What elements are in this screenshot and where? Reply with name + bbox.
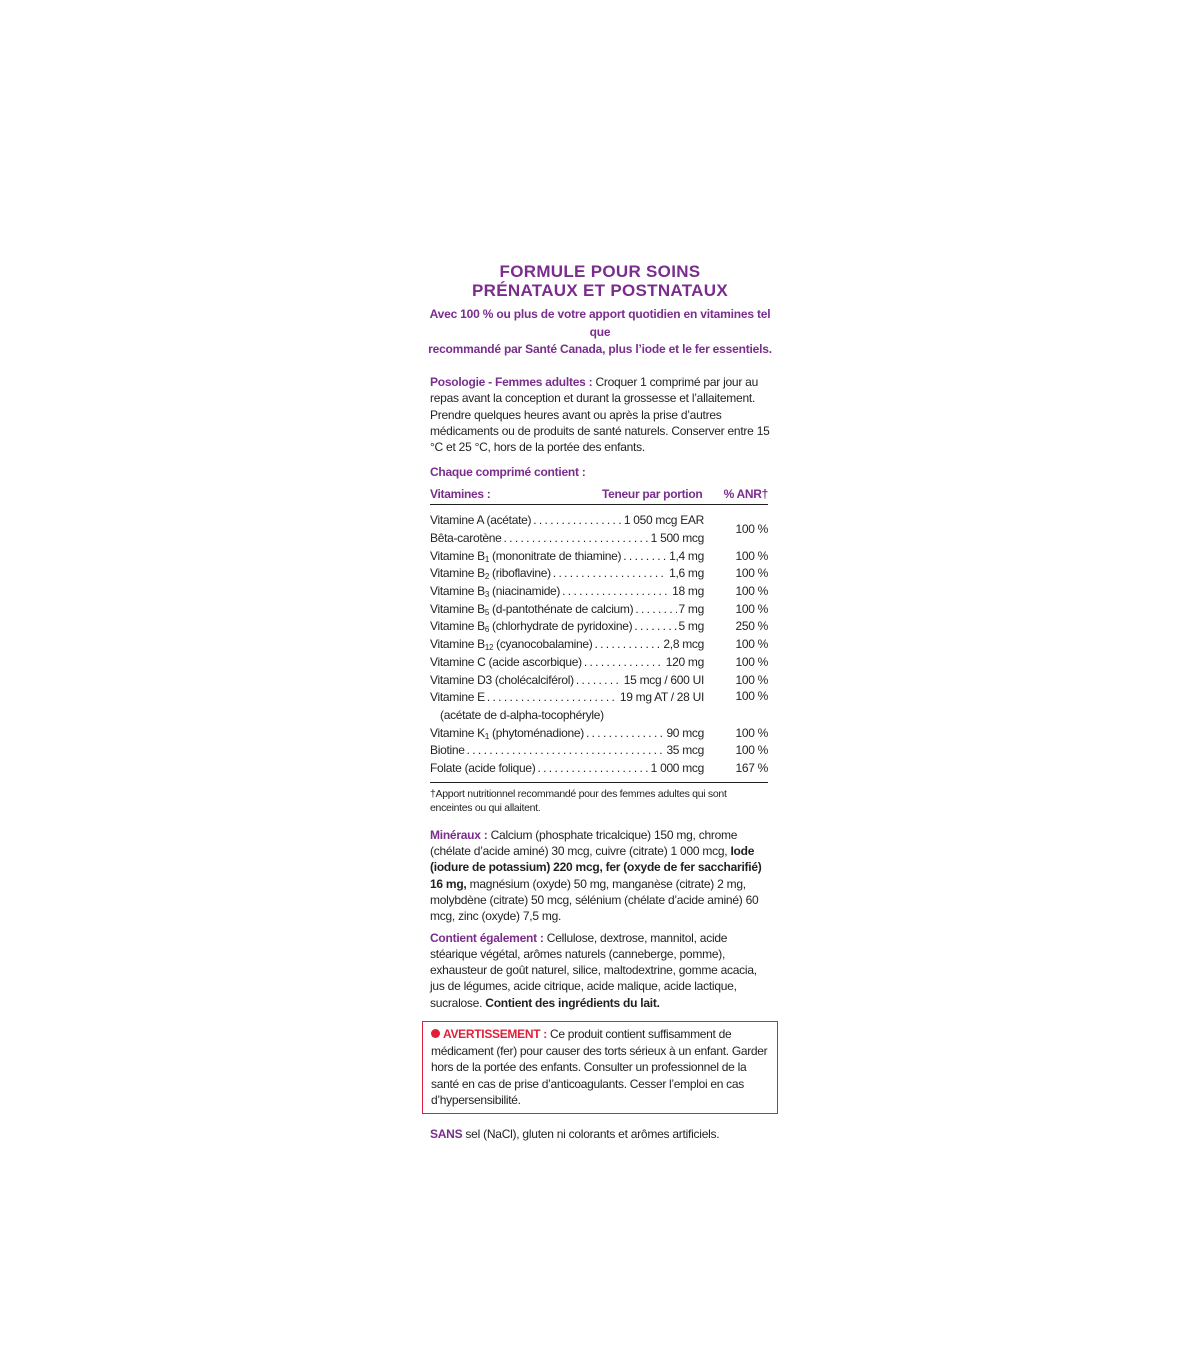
leader-dots — [586, 726, 665, 740]
nutrient-rda: 100 % — [735, 566, 768, 581]
col-amount: Teneur par portion — [602, 487, 703, 502]
nutrient-line — [430, 741, 704, 759]
nutrient-rda: 100 % — [735, 743, 768, 758]
nutrient-amount: 90 mcg — [666, 725, 704, 740]
table-row — [430, 671, 768, 689]
minerals-text-2: magnésium (oxyde) 50 mg, manganèse (citrate) 2 mg, molybdène (citrate) 50 mcg, sélénium (chélate d’acide aminé) 60 mcg, zinc (oxyde) 7,5 mg. — [430, 876, 759, 924]
nutrient-amount: 1,6 mg — [669, 566, 704, 581]
nutrient-name: Vitamine $B_6$ (chlorhydrate de pyridoxine) — [430, 619, 633, 635]
nutrient-name: Vitamine $B_5$ (d-pantothénate de calcium) — [430, 601, 634, 617]
nutrient-line — [430, 529, 704, 547]
table-row — [430, 511, 768, 546]
col-rda: % ANR† — [723, 487, 768, 502]
nutrient-rda: 100 % — [735, 522, 768, 537]
col-vitamins: Vitamines : — [430, 487, 491, 502]
product-title — [420, 262, 780, 300]
product-subtitle — [420, 305, 780, 358]
table-row — [430, 741, 768, 759]
dosage-text: Croquer 1 comprimé par jour au repas avant la conception et durant la grossesse et l’allaitement. Prendre quelques heures avant ou après la prise d’autres médicaments ou de produits de santé naturels. Conserver entre 15 °C et 25 °C, hors de la portée des enfants. — [430, 375, 770, 455]
nutrient-amount: 18 mg — [672, 584, 704, 599]
nutrient-line — [430, 759, 704, 777]
leader-dots — [635, 602, 676, 616]
leader-dots — [537, 761, 648, 775]
nutrient-name: Folate (acide folique) — [430, 760, 536, 775]
table-row — [430, 582, 768, 600]
leader-dots — [634, 619, 676, 633]
minerals-section — [420, 827, 780, 925]
nutrient-line — [430, 688, 704, 706]
nutrient-rda: 100 % — [735, 689, 768, 704]
nutrient-name: Vitamine $B_1$ (mononitrate de thiamine) — [430, 548, 622, 564]
nutrient-amount: 35 mcg — [666, 743, 704, 758]
title-line-1: FORMULE POUR SOINS — [499, 262, 701, 281]
contains-heading: Chaque comprimé contient : — [430, 465, 586, 480]
vitamin-table-header — [430, 487, 768, 505]
nutrient-line — [430, 706, 704, 724]
nutrient-line — [430, 635, 704, 653]
leader-dots — [487, 690, 618, 704]
nutrient-name: Vitamine C (acide ascorbique) — [430, 654, 582, 669]
table-row — [430, 724, 768, 742]
nutrient-name: (acétate de d-alpha-tocophéryle) — [440, 707, 604, 722]
nutrient-line — [430, 724, 704, 742]
nutrient-rda: 167 % — [735, 760, 768, 775]
nutrient-name: Bêta-carotène — [430, 531, 502, 546]
nutrient-rda: 100 % — [735, 654, 768, 669]
nutrient-rda: 100 % — [735, 584, 768, 599]
nutrient-rda: 100 % — [735, 601, 768, 616]
table-row — [430, 688, 768, 723]
table-row — [430, 565, 768, 583]
free-from-label: SANS — [430, 1126, 463, 1141]
free-from-text: sel (NaCl), gluten ni colorants et arômes artificiels. — [462, 1126, 720, 1141]
warning-label: AVERTISSEMENT : — [443, 1027, 547, 1042]
also-contains-text: Cellulose, dextrose, mannitol, acide stéarique végétal, arômes naturels (canneberge, pomme), exhausteur de goût naturel, silice, maltodextrine, gomme acacia, jus de légumes, acide citrique, acide malique, acide lactique, sucralose. — [430, 930, 757, 1010]
nutrient-amount: 1,4 mg — [669, 548, 704, 563]
warning-text: Ce produit contient suffisamment de médicament (fer) pour causer des torts sérieux à un enfant. Garder hors de la portée des enfants. Consulter un professionnel de la santé en cas de prise d’anticoagulants. Cesser l’emploi en cas d’hypersensibilité. — [431, 1027, 768, 1108]
nutrient-amount: 15 mcg / 600 UI — [623, 672, 704, 687]
nutrient-amount: 1 050 mcg EAR — [623, 513, 704, 528]
nutrient-amount: 120 mg — [665, 654, 704, 669]
nutrient-rda: 100 % — [735, 672, 768, 687]
nutrient-name: Vitamine $B_3$ (niacinamide) — [430, 584, 561, 600]
nutrient-line — [430, 547, 704, 565]
warning-dot-icon — [431, 1029, 440, 1038]
nutrient-name: Vitamine D3 (cholécalciférol) — [430, 672, 574, 687]
leader-dots — [467, 743, 665, 757]
nutrient-amount: 1 000 mcg — [650, 760, 704, 775]
nutrient-name: Vitamine $B_{12}$ (cyanocobalamine) — [430, 637, 593, 653]
nutrient-name: Vitamine $B_2$ (riboflavine) — [430, 566, 551, 582]
also-contains-label: Contient également : — [430, 930, 544, 945]
table-row — [430, 635, 768, 653]
nutrient-line — [430, 511, 704, 529]
nutrient-name: Vitamine E — [430, 690, 485, 705]
footnote: †Apport nutritionnel recommandé pour des femmes adultes qui sont enceintes ou qui allaitent. — [430, 787, 727, 814]
nutrient-name: Vitamine A (acétate) — [430, 513, 532, 528]
minerals-bold: Iode (iodure de potassium) 220 mcg, fer (oxyde de fer saccharifié) 16 mg, — [430, 844, 762, 891]
nutrient-line — [430, 600, 704, 618]
nutrient-line — [430, 565, 704, 583]
nutrient-amount: 2,8 mcg — [663, 637, 704, 652]
table-row — [430, 653, 768, 671]
free-from-section — [420, 1126, 780, 1142]
leader-dots — [623, 549, 667, 563]
dosage-label: Posologie - Femmes adultes : — [430, 375, 593, 389]
nutrient-rda: 250 % — [735, 619, 768, 634]
nutrient-line — [430, 618, 704, 636]
nutrient-rda: 100 % — [735, 548, 768, 563]
leader-dots — [594, 637, 661, 651]
dosage-section — [420, 374, 780, 455]
leader-dots — [576, 673, 622, 687]
leader-dots — [533, 513, 622, 527]
nutrient-line — [430, 582, 704, 600]
also-contains-section — [420, 930, 780, 1011]
leader-dots — [553, 566, 667, 580]
nutrient-rda: 100 % — [735, 637, 768, 652]
nutrient-line — [430, 671, 704, 689]
subtitle-line-2: recommandé par Santé Canada, plus l’iode et le fer essentiels. — [428, 342, 772, 356]
nutrient-amount: 7 mg — [678, 601, 704, 616]
warning-box — [422, 1021, 778, 1114]
leader-dots — [584, 655, 664, 669]
minerals-label: Minéraux : — [430, 827, 488, 842]
table-row — [430, 547, 768, 565]
subtitle-line-1: Avec 100 % ou plus de votre apport quotidien en vitamines tel que — [429, 307, 771, 339]
vitamin-table — [430, 487, 768, 782]
nutrient-amount: 5 mg — [678, 619, 704, 634]
leader-dots — [503, 531, 648, 545]
table-row — [430, 600, 768, 618]
leader-dots — [562, 584, 670, 598]
nutrient-amount: 19 mg AT / 28 UI — [619, 690, 704, 705]
nutrient-name: Vitamine $K_1$ (phytoménadione) — [430, 725, 584, 741]
nutrient-line — [430, 653, 704, 671]
minerals-text-1: Calcium (phosphate tricalcique) 150 mg, chrome (chélate d’acide aminé) 30 mcg, cuivre (citrate) 1 000 mcg, — [430, 827, 738, 859]
vitamin-table-body — [430, 505, 768, 782]
title-line-2: PRÉNATAUX ET POSTNATAUX — [472, 281, 728, 300]
nutrient-amount: 1 500 mcg — [650, 531, 704, 546]
nutrient-name: Biotine — [430, 743, 465, 758]
table-row — [430, 759, 768, 777]
also-contains-bold: Contient des ingrédients du lait. — [485, 995, 660, 1010]
label-panel — [420, 262, 780, 1142]
table-row — [430, 618, 768, 636]
nutrient-rda: 100 % — [735, 725, 768, 740]
